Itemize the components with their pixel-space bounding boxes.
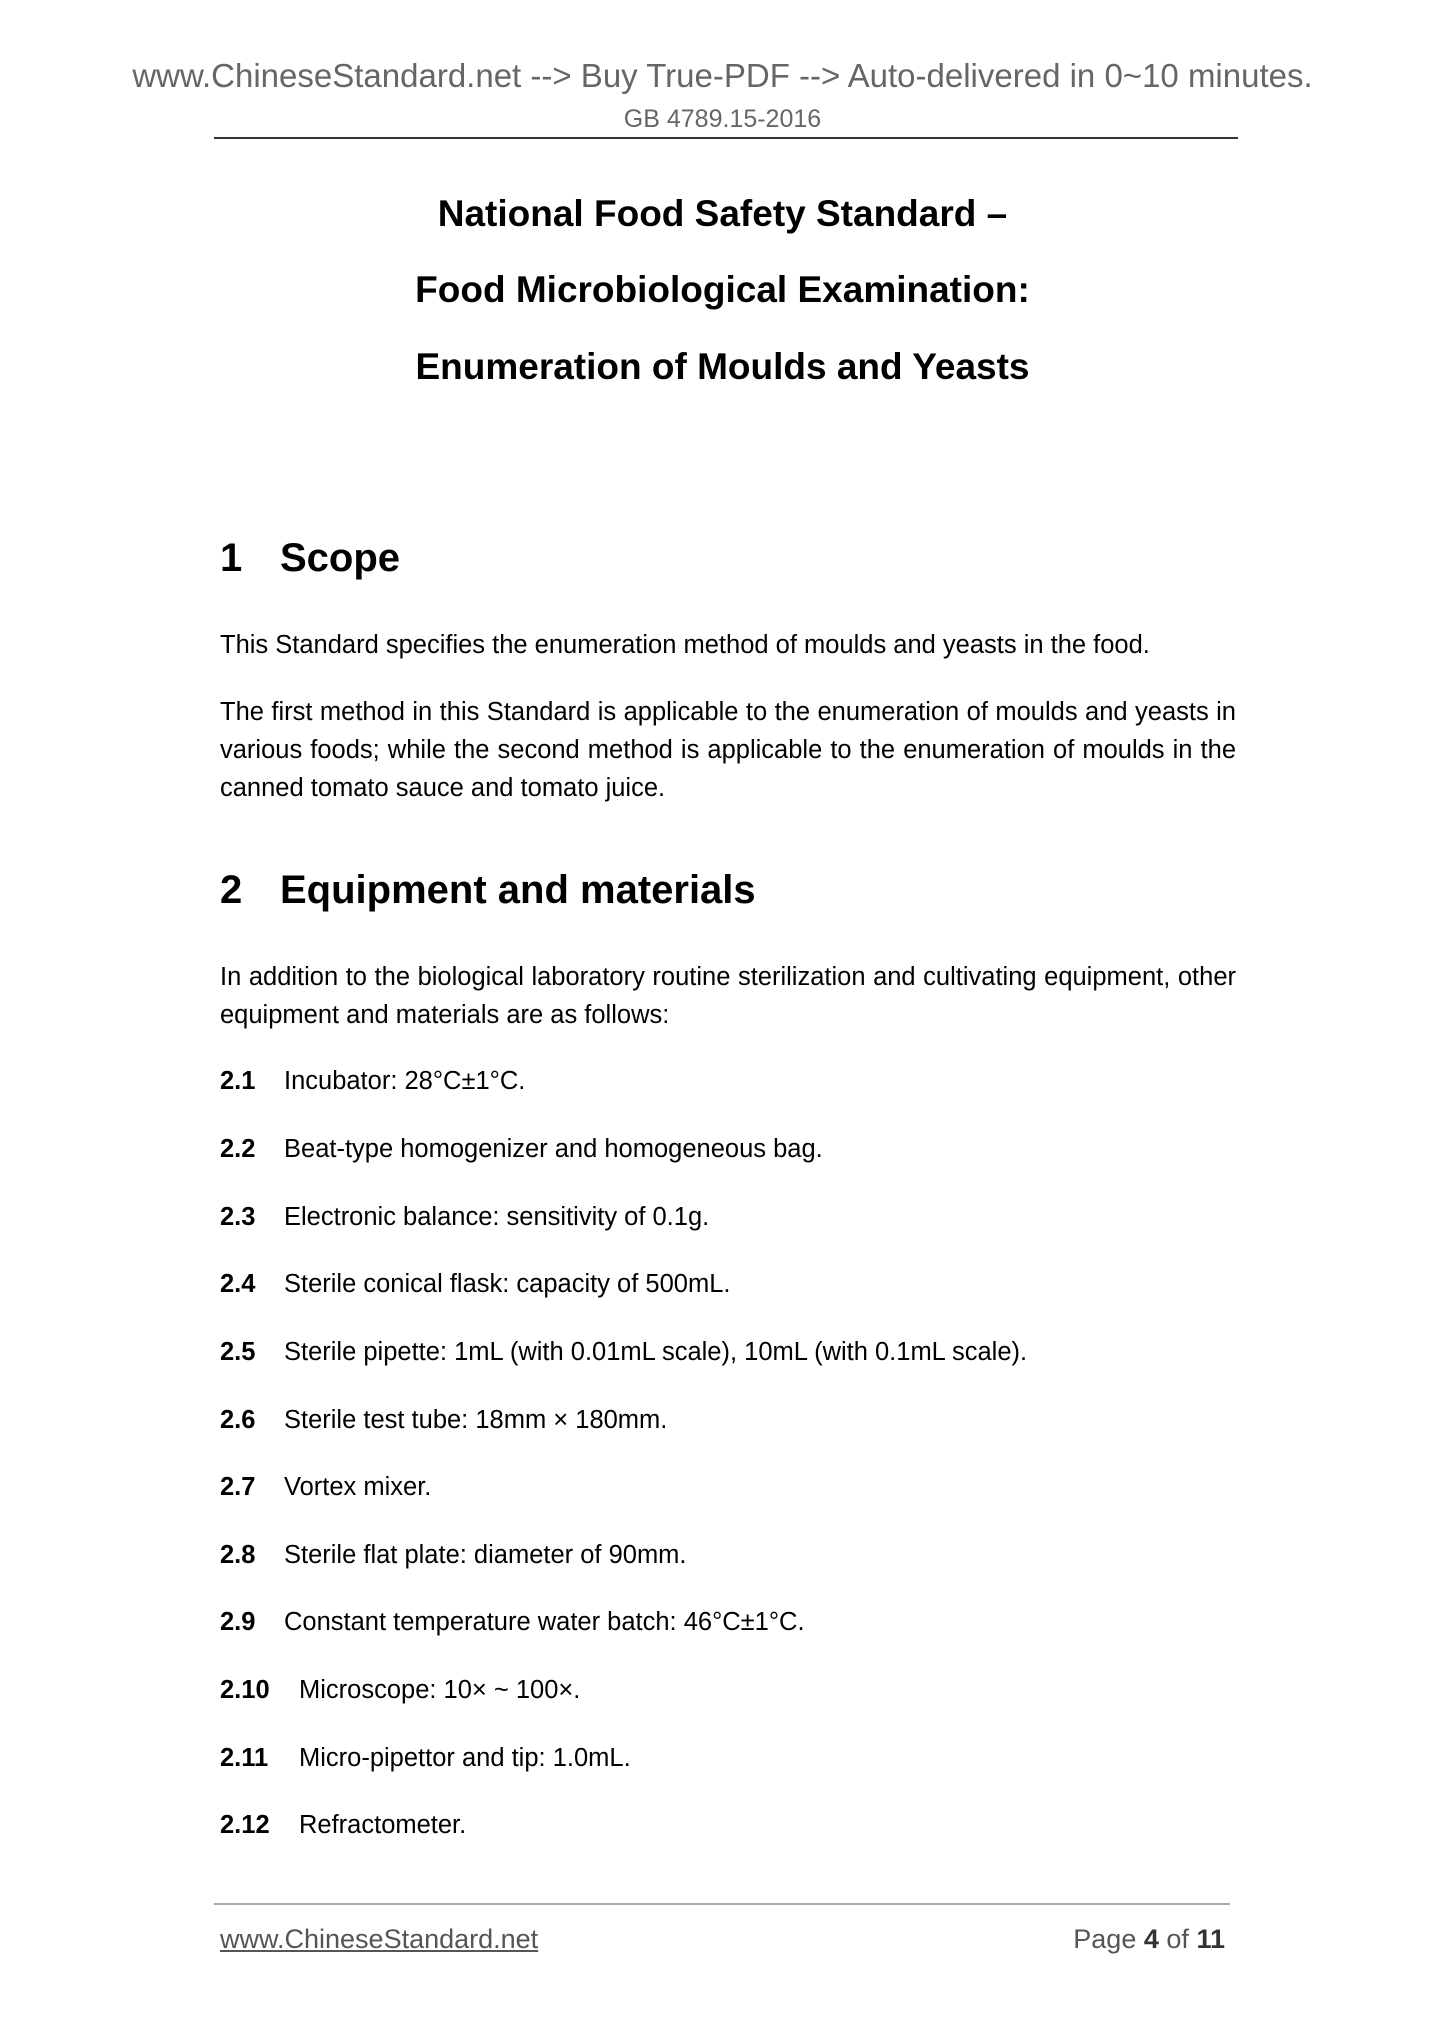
- title-line-3: Enumeration of Moulds and Yeasts: [415, 346, 1030, 387]
- item-number: 2.7: [220, 1473, 256, 1501]
- item-number: 2.6: [220, 1406, 256, 1434]
- list-item: [220, 1672, 580, 1708]
- paragraph: This Standard specifies the enumeration method of moulds and yeasts in the food.: [220, 631, 1150, 659]
- item-number: 2.10: [220, 1676, 270, 1704]
- item-number: 2.12: [220, 1811, 270, 1839]
- item-number: 2.4: [220, 1270, 256, 1298]
- page-of: of: [1166, 1924, 1189, 1954]
- list-item: [220, 1266, 730, 1302]
- footer-divider: [214, 1903, 1230, 1905]
- page-indicator: [1073, 1922, 1225, 1956]
- item-number: 2.8: [220, 1541, 256, 1569]
- item-text: Vortex mixer.: [284, 1473, 432, 1501]
- document-number: GB 4789.15-2016: [623, 105, 822, 133]
- section-heading-scope: [220, 534, 400, 582]
- item-text: Sterile conical flask: capacity of 500mL.: [284, 1270, 731, 1298]
- item-number: 2.2: [220, 1135, 256, 1163]
- list-item: [220, 1063, 525, 1099]
- section-number: 2: [220, 868, 243, 912]
- page-current: 4: [1143, 1924, 1159, 1954]
- title-line-1: National Food Safety Standard –: [437, 193, 1008, 234]
- page-total: 11: [1196, 1924, 1225, 1954]
- paragraph: In addition to the biological laboratory routine sterilization and cultivating equipment, other equipment and materials are as follows:: [220, 963, 1236, 1029]
- list-item: [220, 1334, 1027, 1370]
- section-title: Equipment and materials: [280, 868, 756, 912]
- item-text: Electronic balance: sensitivity of 0.1g.: [284, 1203, 710, 1231]
- list-item: [220, 1537, 687, 1573]
- item-text: Beat-type homogenizer and homogeneous bag.: [284, 1135, 823, 1163]
- list-item: [220, 1402, 667, 1438]
- item-number: 2.9: [220, 1608, 256, 1636]
- page-label: Page: [1073, 1924, 1137, 1954]
- item-text: Micro-pipettor and tip: 1.0mL.: [299, 1744, 631, 1772]
- header-divider: [214, 137, 1238, 139]
- section-title: Scope: [280, 536, 401, 580]
- section-heading-equipment: [220, 866, 756, 914]
- item-number: 2.11: [220, 1744, 269, 1772]
- header-banner[interactable]: www.ChineseStandard.net --> Buy True-PDF --> Auto-delivered in 0~10 minutes.: [132, 57, 1313, 94]
- item-number: 2.5: [220, 1338, 256, 1366]
- item-text: Sterile pipette: 1mL (with 0.01mL scale), 10mL (with 0.1mL scale).: [284, 1338, 1028, 1366]
- item-text: Sterile flat plate: diameter of 90mm.: [284, 1541, 687, 1569]
- item-number: 2.3: [220, 1203, 256, 1231]
- item-text: Constant temperature water batch: 46°C±1°C.: [284, 1608, 805, 1636]
- item-text: Sterile test tube: 18mm × 180mm.: [284, 1406, 668, 1434]
- footer-website-link[interactable]: www.ChineseStandard.net: [220, 1924, 539, 1954]
- section-number: 1: [220, 536, 243, 580]
- paragraph: The first method in this Standard is applicable to the enumeration of moulds and yeasts in various foods; while the second method is applicable to the enumeration of moulds in the canned tomato sauce and tomato juice.: [220, 698, 1236, 802]
- item-number: 2.1: [220, 1067, 256, 1095]
- list-item: [220, 1131, 823, 1167]
- list-item: [220, 1807, 466, 1843]
- list-item: [220, 1469, 431, 1505]
- list-item: [220, 1740, 631, 1776]
- list-item: [220, 1199, 709, 1235]
- list-item: [220, 1604, 805, 1640]
- item-text: Refractometer.: [299, 1811, 467, 1839]
- title-line-2: Food Microbiological Examination:: [415, 269, 1030, 310]
- item-text: Microscope: 10× ~ 100×.: [299, 1676, 581, 1704]
- item-text: Incubator: 28°C±1°C.: [284, 1067, 526, 1095]
